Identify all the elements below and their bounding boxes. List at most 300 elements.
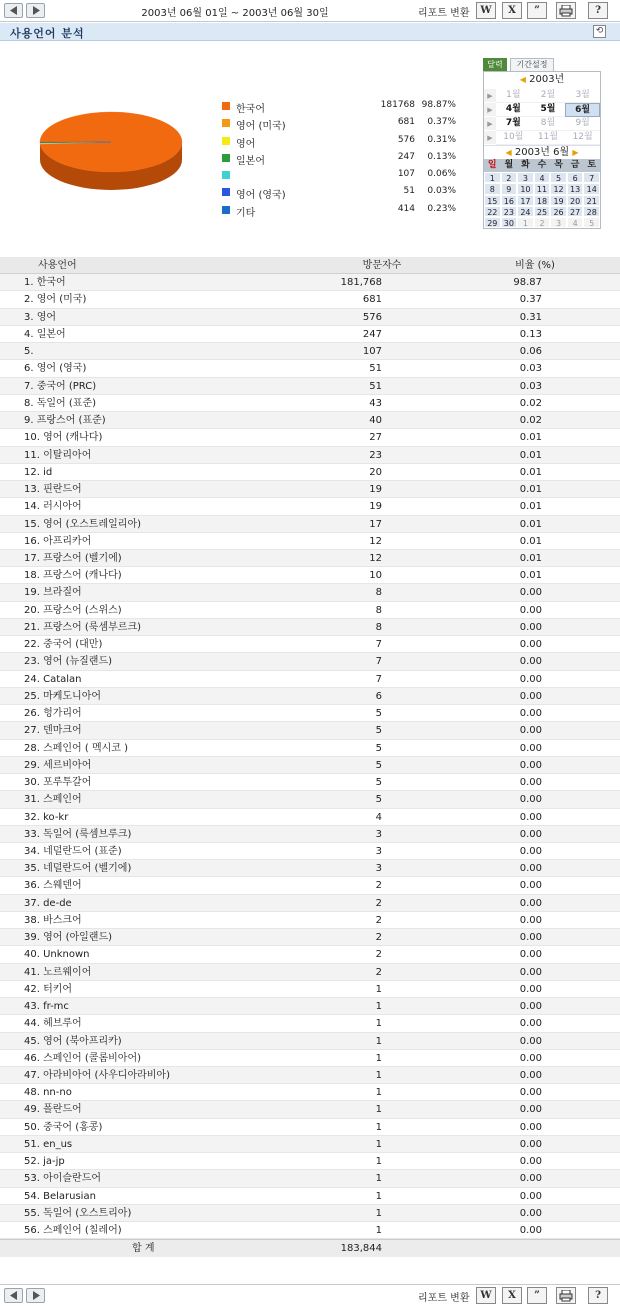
row-visitors: 1 bbox=[375, 1138, 382, 1150]
print-icon[interactable] bbox=[556, 1287, 576, 1304]
table-row bbox=[0, 533, 620, 550]
day-cell[interactable]: 28 bbox=[583, 206, 600, 217]
legend-item bbox=[222, 115, 462, 132]
month-row-arrow-icon: ▶ bbox=[484, 131, 496, 145]
table-row bbox=[0, 1222, 620, 1239]
day-cell[interactable]: 2 bbox=[534, 217, 551, 228]
weekday-header: 월 bbox=[501, 159, 518, 172]
row-ratio: 0.01 bbox=[519, 501, 542, 513]
row-ratio: 0.00 bbox=[519, 897, 542, 909]
row-language: 37. de-de bbox=[24, 897, 72, 909]
day-cell[interactable]: 24 bbox=[517, 206, 534, 217]
row-ratio: 0.01 bbox=[519, 484, 542, 496]
month-grid bbox=[484, 89, 600, 145]
row-language: 39. 영어 (아일랜드) bbox=[24, 932, 113, 944]
year-selector bbox=[484, 72, 600, 89]
row-visitors: 1 bbox=[375, 1087, 382, 1099]
help-icon[interactable]: ? bbox=[588, 1287, 608, 1304]
row-language: 24. Catalan bbox=[24, 673, 82, 685]
day-cell[interactable]: 3 bbox=[517, 172, 534, 183]
row-visitors: 40 bbox=[369, 415, 382, 427]
legend-label: 일본어 bbox=[236, 155, 265, 167]
row-ratio: 0.00 bbox=[519, 1190, 542, 1202]
legend-label: 영어 (미국) bbox=[236, 121, 286, 133]
table-row bbox=[0, 550, 620, 567]
row-visitors: 10 bbox=[369, 570, 382, 582]
table-row bbox=[0, 1188, 620, 1205]
day-cell[interactable]: 30 bbox=[501, 217, 518, 228]
table-row bbox=[0, 619, 620, 636]
row-language: 4. 일본어 bbox=[24, 328, 66, 340]
month-cell[interactable]: 2월 bbox=[531, 89, 566, 103]
row-language: 43. fr-mc bbox=[24, 1001, 69, 1013]
quote-icon[interactable]: ” bbox=[527, 2, 547, 19]
row-language: 38. 바스크어 bbox=[24, 914, 82, 926]
row-ratio: 0.00 bbox=[519, 621, 542, 633]
day-cell[interactable]: 5 bbox=[550, 172, 567, 183]
weekday-header: 목 bbox=[550, 159, 567, 172]
row-ratio: 0.00 bbox=[519, 966, 542, 978]
table-row bbox=[0, 360, 620, 377]
month-cell[interactable]: 12월 bbox=[565, 131, 600, 145]
prev-year-icon[interactable]: ◀ bbox=[519, 75, 526, 84]
date-range: 2003년 06월 01일 ~ 2003년 06월 30일 bbox=[141, 8, 329, 19]
legend-percent: 0.31% bbox=[427, 134, 456, 145]
legend-percent: 0.23% bbox=[427, 203, 456, 214]
row-visitors: 1 bbox=[375, 1121, 382, 1133]
next-month-icon[interactable]: ▶ bbox=[572, 148, 579, 157]
legend-count: 681 bbox=[397, 117, 415, 128]
table-row bbox=[0, 860, 620, 877]
row-visitors: 5 bbox=[375, 777, 382, 789]
row-visitors: 12 bbox=[369, 552, 382, 564]
weekday-header: 일 bbox=[484, 159, 501, 172]
row-language: 3. 영어 bbox=[24, 311, 57, 323]
legend-percent: 98.87% bbox=[421, 100, 456, 110]
row-language: 9. 프랑스어 (표준) bbox=[24, 415, 106, 427]
row-language: 27. 덴마크어 bbox=[24, 725, 82, 737]
legend-label: 한국어 bbox=[236, 104, 265, 115]
table-total-row bbox=[0, 1239, 620, 1256]
table-row bbox=[0, 946, 620, 963]
row-ratio: 0.00 bbox=[519, 1001, 542, 1013]
row-visitors: 19 bbox=[369, 484, 382, 496]
row-language: 56. 스페인어 (칠레어) bbox=[24, 1225, 122, 1237]
row-visitors: 51 bbox=[369, 380, 382, 392]
legend-item bbox=[222, 202, 462, 219]
row-ratio: 98.87 bbox=[513, 277, 542, 289]
legend-percent: 0.13% bbox=[427, 151, 456, 162]
table-row bbox=[0, 343, 620, 360]
row-visitors: 1 bbox=[375, 1156, 382, 1168]
legend-count: 247 bbox=[397, 151, 415, 162]
table-row bbox=[0, 843, 620, 860]
table-row bbox=[0, 481, 620, 498]
row-language: 22. 중국어 (대만) bbox=[24, 639, 103, 651]
legend-item bbox=[222, 184, 462, 201]
quote-icon[interactable]: ” bbox=[527, 1287, 547, 1304]
month-cell[interactable]: 9월 bbox=[565, 117, 600, 131]
table-row bbox=[0, 498, 620, 515]
month-cell[interactable]: 1월 bbox=[496, 89, 531, 103]
row-ratio: 0.00 bbox=[519, 777, 542, 789]
legend-label: 기타 bbox=[236, 207, 256, 219]
legend-count: 414 bbox=[397, 203, 415, 214]
row-visitors: 5 bbox=[375, 794, 382, 806]
print-icon[interactable] bbox=[556, 2, 576, 19]
month-row-arrow-icon: ▶ bbox=[484, 89, 496, 103]
row-language: 47. 아라비아어 (사우디아라비아) bbox=[24, 1070, 170, 1082]
year-label: 2003년 bbox=[529, 74, 565, 85]
day-cell[interactable]: 22 bbox=[484, 206, 501, 217]
row-visitors: 3 bbox=[375, 845, 382, 857]
row-visitors: 51 bbox=[369, 363, 382, 375]
row-visitors: 107 bbox=[362, 346, 382, 358]
legend-count: 576 bbox=[397, 134, 415, 145]
total-visitors: 183,844 bbox=[340, 1243, 382, 1255]
month-cell[interactable]: 3월 bbox=[565, 89, 600, 103]
row-ratio: 0.01 bbox=[519, 552, 542, 564]
row-ratio: 0.01 bbox=[519, 570, 542, 582]
day-cell[interactable]: 12 bbox=[550, 183, 567, 194]
table-row bbox=[0, 326, 620, 343]
row-ratio: 0.00 bbox=[519, 708, 542, 720]
legend-label: 영어 (영국) bbox=[236, 190, 286, 202]
legend-swatch bbox=[222, 102, 230, 110]
day-cell[interactable]: 15 bbox=[484, 195, 501, 206]
row-visitors: 5 bbox=[375, 759, 382, 771]
day-cell[interactable]: 4 bbox=[534, 172, 551, 183]
day-cell[interactable]: 18 bbox=[534, 195, 551, 206]
chart-legend bbox=[222, 98, 462, 219]
row-ratio: 0.13 bbox=[519, 328, 542, 340]
table-row bbox=[0, 1136, 620, 1153]
legend-swatch bbox=[222, 171, 230, 179]
row-ratio: 0.00 bbox=[519, 673, 542, 685]
row-ratio: 0.00 bbox=[519, 1121, 542, 1133]
row-language: 42. 터키어 bbox=[24, 983, 73, 995]
table-row bbox=[0, 1050, 620, 1067]
legend-swatch bbox=[222, 188, 230, 196]
legend-item bbox=[222, 167, 462, 184]
table-row bbox=[0, 567, 620, 584]
row-language: 10. 영어 (캐나다) bbox=[24, 432, 103, 444]
row-ratio: 0.00 bbox=[519, 1173, 542, 1185]
row-language: 14. 러시아어 bbox=[24, 501, 82, 513]
table-row bbox=[0, 981, 620, 998]
row-language: 17. 프랑스어 (벨기에) bbox=[24, 552, 122, 564]
table-row bbox=[0, 429, 620, 446]
legend-count: 107 bbox=[397, 169, 415, 180]
month-cell[interactable]: 6월 bbox=[565, 103, 600, 117]
row-ratio: 0.03 bbox=[519, 363, 542, 375]
row-visitors: 8 bbox=[375, 587, 382, 599]
row-visitors: 27 bbox=[369, 432, 382, 444]
day-cell[interactable]: 4 bbox=[567, 217, 584, 228]
row-ratio: 0.00 bbox=[519, 639, 542, 651]
row-language: 33. 독일어 (룩셈브루크) bbox=[24, 828, 132, 840]
row-language: 46. 스페인어 (콜롬비아어) bbox=[24, 1052, 142, 1064]
tab-calendar[interactable]: 달력 bbox=[483, 58, 507, 71]
table-row bbox=[0, 1119, 620, 1136]
row-ratio: 0.00 bbox=[519, 983, 542, 995]
row-language: 23. 영어 (뉴질랜드) bbox=[24, 656, 113, 668]
row-visitors: 1 bbox=[375, 1104, 382, 1116]
day-cell[interactable]: 10 bbox=[517, 183, 534, 194]
row-ratio: 0.00 bbox=[519, 742, 542, 754]
day-cell[interactable]: 6 bbox=[567, 172, 584, 183]
row-visitors: 17 bbox=[369, 518, 382, 530]
tab-period-setting[interactable]: 기간설정 bbox=[510, 58, 554, 71]
row-visitors: 5 bbox=[375, 708, 382, 720]
row-language: 50. 중국어 (홍콩) bbox=[24, 1121, 103, 1133]
day-cell[interactable]: 21 bbox=[583, 195, 600, 206]
row-ratio: 0.00 bbox=[519, 949, 542, 961]
back-icon[interactable] bbox=[4, 1288, 23, 1303]
row-ratio: 0.02 bbox=[519, 415, 542, 427]
table-row bbox=[0, 584, 620, 601]
table-header bbox=[0, 257, 620, 274]
row-visitors: 1 bbox=[375, 1070, 382, 1082]
header-language: 사용언어 bbox=[38, 260, 77, 271]
row-ratio: 0.00 bbox=[519, 794, 542, 806]
row-ratio: 0.00 bbox=[519, 1104, 542, 1116]
refresh-icon[interactable]: ⟲ bbox=[593, 25, 606, 38]
row-language: 55. 독일어 (오스트리아) bbox=[24, 1207, 132, 1219]
pie-chart bbox=[38, 110, 188, 200]
row-visitors: 681 bbox=[362, 294, 382, 306]
row-language: 51. en_us bbox=[24, 1138, 73, 1150]
day-cell[interactable]: 20 bbox=[567, 195, 584, 206]
row-language: 5. bbox=[24, 346, 34, 358]
row-visitors: 2 bbox=[375, 914, 382, 926]
top-toolbar bbox=[0, 0, 620, 22]
row-language: 25. 마케도니아어 bbox=[24, 690, 102, 702]
row-language: 20. 프랑스어 (스위스) bbox=[24, 604, 122, 616]
row-ratio: 0.00 bbox=[519, 1156, 542, 1168]
row-ratio: 0.00 bbox=[519, 1225, 542, 1237]
row-language: 31. 스페인어 bbox=[24, 794, 82, 806]
row-visitors: 43 bbox=[369, 397, 382, 409]
row-ratio: 0.00 bbox=[519, 932, 542, 944]
day-cell[interactable]: 11 bbox=[534, 183, 551, 194]
day-cell[interactable]: 1 bbox=[517, 217, 534, 228]
day-cell[interactable]: 2 bbox=[501, 172, 518, 183]
legend-item bbox=[222, 98, 462, 115]
row-language: 41. 노르웨이어 bbox=[24, 966, 92, 978]
weekday-header: 화 bbox=[517, 159, 534, 172]
row-visitors: 4 bbox=[375, 811, 382, 823]
month-cell[interactable]: 8월 bbox=[531, 117, 566, 131]
month-cell[interactable]: 4월 bbox=[496, 103, 531, 117]
row-language: 32. ko-kr bbox=[24, 811, 69, 823]
row-visitors: 1 bbox=[375, 1001, 382, 1013]
month-row-arrow-icon: ▶ bbox=[484, 117, 496, 131]
table-row bbox=[0, 602, 620, 619]
row-visitors: 1 bbox=[375, 1225, 382, 1237]
month-selector bbox=[484, 145, 600, 159]
table-row bbox=[0, 1153, 620, 1170]
report-convert-label: 리포트 변환 bbox=[418, 8, 470, 19]
day-cell[interactable]: 27 bbox=[567, 206, 584, 217]
row-language: 12. id bbox=[24, 466, 53, 478]
row-visitors: 6 bbox=[375, 690, 382, 702]
legend-swatch bbox=[222, 154, 230, 162]
row-ratio: 0.31 bbox=[519, 311, 542, 323]
row-visitors: 2 bbox=[375, 932, 382, 944]
row-visitors: 247 bbox=[362, 328, 382, 340]
day-cell[interactable]: 7 bbox=[583, 172, 600, 183]
row-ratio: 0.00 bbox=[519, 604, 542, 616]
table-row bbox=[0, 516, 620, 533]
table-row bbox=[0, 705, 620, 722]
row-visitors: 2 bbox=[375, 966, 382, 978]
row-language: 40. Unknown bbox=[24, 949, 90, 961]
table-row bbox=[0, 998, 620, 1015]
row-language: 16. 아프리카어 bbox=[24, 535, 92, 547]
day-cell[interactable]: 1 bbox=[484, 172, 501, 183]
table-row bbox=[0, 809, 620, 826]
row-visitors: 1 bbox=[375, 1207, 382, 1219]
legend-swatch bbox=[222, 206, 230, 214]
month-cell[interactable]: 11월 bbox=[531, 131, 566, 145]
row-ratio: 0.00 bbox=[519, 1138, 542, 1150]
row-ratio: 0.06 bbox=[519, 346, 542, 358]
day-cell[interactable]: 19 bbox=[550, 195, 567, 206]
legend-item bbox=[222, 133, 462, 150]
table-row bbox=[0, 1033, 620, 1050]
table-row bbox=[0, 395, 620, 412]
month-title: 2003년 6월 bbox=[514, 147, 570, 158]
month-cell[interactable]: 5월 bbox=[531, 103, 566, 117]
table-row bbox=[0, 964, 620, 981]
table-row bbox=[0, 309, 620, 326]
month-cell[interactable]: 10월 bbox=[496, 131, 531, 145]
day-cell[interactable]: 13 bbox=[567, 183, 584, 194]
row-language: 44. 헤브루어 bbox=[24, 1018, 82, 1030]
prev-month-icon[interactable]: ◀ bbox=[505, 148, 512, 157]
day-cell[interactable]: 5 bbox=[583, 217, 600, 228]
table-row bbox=[0, 1067, 620, 1084]
day-cell[interactable]: 17 bbox=[517, 195, 534, 206]
row-language: 29. 세르비아어 bbox=[24, 759, 92, 771]
excel-icon[interactable]: X bbox=[502, 2, 522, 19]
table-row bbox=[0, 1084, 620, 1101]
day-cell[interactable]: 8 bbox=[484, 183, 501, 194]
row-ratio: 0.01 bbox=[519, 466, 542, 478]
table-row bbox=[0, 929, 620, 946]
legend-label: 영어 bbox=[236, 138, 256, 150]
row-visitors: 1 bbox=[375, 1190, 382, 1202]
row-language: 52. ja-jp bbox=[24, 1156, 65, 1168]
row-language: 48. nn-no bbox=[24, 1087, 72, 1099]
row-visitors: 12 bbox=[369, 535, 382, 547]
day-cell[interactable]: 3 bbox=[550, 217, 567, 228]
day-cell[interactable]: 14 bbox=[583, 183, 600, 194]
row-ratio: 0.00 bbox=[519, 880, 542, 892]
row-visitors: 2 bbox=[375, 880, 382, 892]
row-visitors: 3 bbox=[375, 863, 382, 875]
row-language: 1. 한국어 bbox=[24, 277, 66, 289]
table-row bbox=[0, 912, 620, 929]
row-language: 8. 독일어 (표준) bbox=[24, 397, 97, 409]
legend-count: 51 bbox=[403, 186, 415, 197]
table-row bbox=[0, 1205, 620, 1222]
table-row bbox=[0, 274, 620, 291]
table-row bbox=[0, 791, 620, 808]
table-row bbox=[0, 722, 620, 739]
row-visitors: 576 bbox=[362, 311, 382, 323]
row-ratio: 0.00 bbox=[519, 1207, 542, 1219]
row-visitors: 181,768 bbox=[340, 277, 382, 289]
row-language: 35. 네덜란드어 (벨기에) bbox=[24, 863, 132, 875]
forward-icon[interactable] bbox=[26, 1288, 45, 1303]
row-visitors: 1 bbox=[375, 1173, 382, 1185]
row-ratio: 0.00 bbox=[519, 725, 542, 737]
row-visitors: 2 bbox=[375, 949, 382, 961]
day-cell[interactable]: 23 bbox=[501, 206, 518, 217]
day-grid bbox=[484, 159, 600, 228]
legend-item bbox=[222, 150, 462, 167]
legend-percent: 0.03% bbox=[427, 186, 456, 197]
header-ratio: 비율 (%) bbox=[515, 260, 555, 271]
table-row bbox=[0, 671, 620, 688]
day-cell[interactable]: 25 bbox=[534, 206, 551, 217]
month-row-arrow-icon: ▶ bbox=[484, 103, 496, 117]
day-cell[interactable]: 26 bbox=[550, 206, 567, 217]
legend-percent: 0.06% bbox=[427, 169, 456, 180]
row-ratio: 0.37 bbox=[519, 294, 542, 306]
row-visitors: 1 bbox=[375, 983, 382, 995]
day-cell[interactable]: 16 bbox=[501, 195, 518, 206]
day-cell[interactable]: 29 bbox=[484, 217, 501, 228]
row-ratio: 0.00 bbox=[519, 690, 542, 702]
day-cell[interactable]: 9 bbox=[501, 183, 518, 194]
help-icon[interactable]: ? bbox=[588, 2, 608, 19]
row-visitors: 5 bbox=[375, 742, 382, 754]
row-language: 15. 영어 (오스트레일리아) bbox=[24, 518, 142, 530]
table-row bbox=[0, 447, 620, 464]
calendar-widget bbox=[483, 58, 601, 229]
row-language: 2. 영어 (미국) bbox=[24, 294, 87, 306]
row-ratio: 0.03 bbox=[519, 380, 542, 392]
month-cell[interactable]: 7월 bbox=[496, 117, 531, 131]
word-icon[interactable]: W bbox=[476, 1287, 496, 1304]
row-ratio: 0.00 bbox=[519, 1052, 542, 1064]
word-icon[interactable]: W bbox=[476, 2, 496, 19]
row-language: 11. 이탈리아어 bbox=[24, 449, 92, 461]
row-language: 34. 네덜란드어 (표준) bbox=[24, 845, 122, 857]
row-visitors: 7 bbox=[375, 639, 382, 651]
row-visitors: 2 bbox=[375, 897, 382, 909]
row-language: 36. 스웨덴어 bbox=[24, 880, 82, 892]
table-row bbox=[0, 895, 620, 912]
excel-icon[interactable]: X bbox=[502, 1287, 522, 1304]
row-visitors: 20 bbox=[369, 466, 382, 478]
row-visitors: 1 bbox=[375, 1018, 382, 1030]
table-row bbox=[0, 636, 620, 653]
row-language: 7. 중국어 (PRC) bbox=[24, 380, 97, 392]
legend-swatch bbox=[222, 119, 230, 127]
row-language: 54. Belarusian bbox=[24, 1190, 96, 1202]
row-ratio: 0.00 bbox=[519, 828, 542, 840]
legend-swatch bbox=[222, 137, 230, 145]
row-ratio: 0.00 bbox=[519, 656, 542, 668]
weekday-header: 수 bbox=[534, 159, 551, 172]
row-visitors: 7 bbox=[375, 656, 382, 668]
row-ratio: 0.00 bbox=[519, 759, 542, 771]
table-row bbox=[0, 688, 620, 705]
